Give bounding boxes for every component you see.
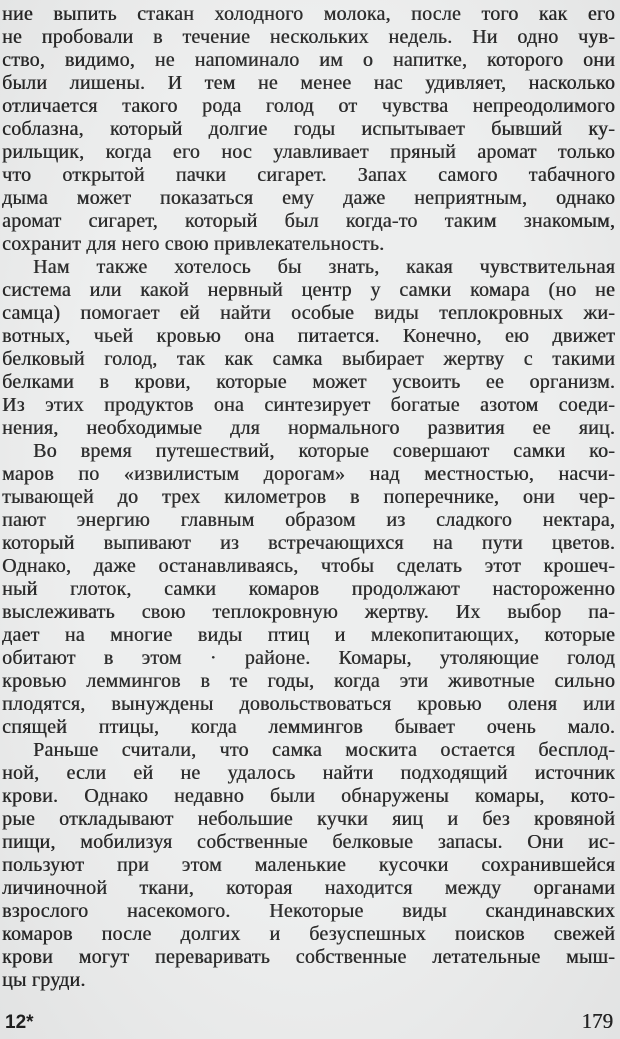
text-line: пают энергию главным образом из сладкого нектара, [2, 509, 615, 531]
text-line: цы груди. [2, 969, 86, 991]
text-line: спящей птицы, когда леммингов бывает очень мало. [2, 716, 615, 738]
paragraph [2, 256, 615, 440]
text-line: белками в крови, которые может усвоить ее организм. [2, 371, 615, 393]
text-line: не пробовали в течение нескольких недель. Ни одно чув- [2, 26, 615, 48]
signature-mark: 12* [5, 1012, 34, 1033]
text-line: который выпивают из встречающихся на пути цветов. [2, 532, 615, 554]
text-line: Однако, даже останавливаясь, чтобы сделать этот крошеч- [2, 555, 615, 577]
text-line: аромат сигарет, который был когда-то таким знакомым, [2, 210, 615, 232]
text-line: Раньше считали, что самка москита остается бесплод- [33, 739, 615, 761]
text-line: отличается такого рода голод от чувства непреодолимого [2, 95, 615, 117]
text-line: плодятся, вынуждены довольствоваться кровью оленя или [2, 693, 615, 715]
text-line: тывающей до трех километров в поперечнике, они чер- [2, 486, 615, 508]
book-page-text [2, 3, 615, 992]
text-line: нения, необходимые для нормального развития ее яиц. [2, 417, 615, 439]
text-line: пищи, мобилизуя собственные белковые запасы. Они ис- [2, 831, 615, 853]
text-line: комаров после долгих и безуспешных поисков свежей [2, 923, 615, 945]
text-line: пользуют при этом маленькие кусочки сохранившейся [2, 854, 615, 876]
page-footer [5, 1009, 613, 1034]
text-line: дыма может показаться ему даже неприятным, однако [2, 187, 615, 209]
paragraph [2, 440, 615, 739]
text-line: маров по «извилистым дорогам» над местностью, насчи- [2, 463, 615, 485]
text-line: взрослого насекомого. Некоторые виды скандинавских [2, 900, 615, 922]
text-line: что открытой пачки сигарет. Запах самого табачного [2, 164, 615, 186]
text-line: крови. Однако недавно были обнаружены комары, кото- [2, 785, 615, 807]
text-line: ный глоток, самки комаров продолжают настороженно [2, 578, 615, 600]
paragraph [2, 739, 615, 992]
text-line: ние выпить стакан холодного молока, после того как его [2, 3, 615, 25]
text-line: ной, если ей не удалось найти подходящий источник [2, 762, 615, 784]
text-line: обитают в этом · районе. Комары, утоляющие голод [2, 647, 615, 669]
text-line: были лишены. И тем не менее нас удивляет, насколько [2, 72, 615, 94]
text-line: сохранит для него свою привлекательность. [2, 233, 385, 255]
text-line: крови могут переваривать собственные летательные мыш- [2, 946, 615, 968]
text-line: система или какой нервный центр у самки комара (но не [2, 279, 615, 301]
text-line: Нам также хотелось бы знать, какая чувствительная [33, 256, 615, 278]
paragraph [2, 3, 615, 256]
text-line: Во время путешествий, которые совершают самки ко- [33, 440, 615, 462]
text-line: вотных, чьей кровью она питается. Конечно, ею движет [2, 325, 615, 347]
text-line: дает на многие виды птиц и млекопитающих, которые [2, 624, 615, 646]
text-line: кровью леммингов в те годы, когда эти животные сильно [2, 670, 615, 692]
text-line: Из этих продуктов она синтезирует богатые азотом соеди- [2, 394, 615, 416]
text-line: личиночной ткани, которая находится между органами [2, 877, 615, 899]
text-line: рые откладывают небольшие кучки яиц и без кровяной [2, 808, 615, 830]
text-line: соблазна, который долгие годы испытывает бывший ку- [2, 118, 615, 140]
text-line: ство, видимо, не напоминало им о напитке, которого они [2, 49, 615, 71]
text-line: выслеживать свою теплокровную жертву. Их выбор па- [2, 601, 615, 623]
page-number: 179 [581, 1009, 613, 1033]
text-line: рильщик, когда его нос улавливает пряный аромат только [2, 141, 615, 163]
text-line: самца) помогает ей найти особые виды теплокровных жи- [2, 302, 615, 324]
text-line: белковый голод, так как самка выбирает жертву с такими [2, 348, 615, 370]
